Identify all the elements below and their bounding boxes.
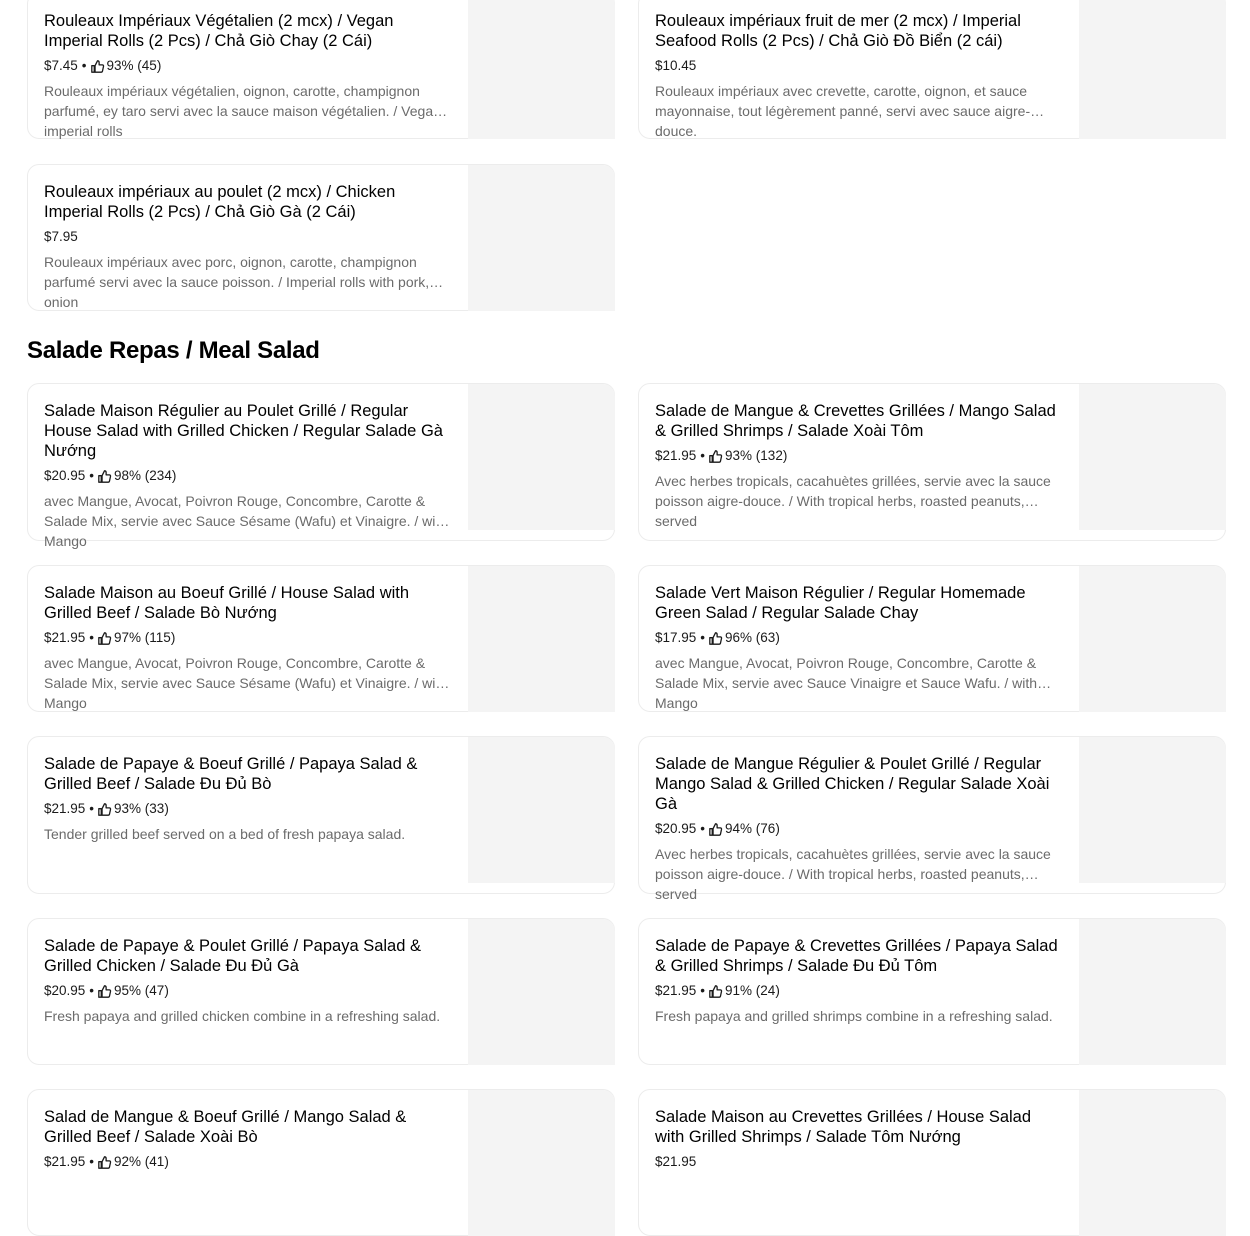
menu-item-title: Salad de Mangue & Boeuf Grillé / Mango Salad & Grilled Beef / Salade Xoài Bò — [44, 1108, 407, 1146]
menu-item-title: Salade de Mangue Régulier & Poulet Grillé / Regular Mango Salad & Grilled Chicken / Regular Salade Xoài Gà — [655, 755, 1050, 813]
menu-item-text — [44, 182, 452, 310]
menu-item-meta — [655, 982, 1063, 1000]
thumbs-up-icon — [709, 632, 722, 645]
menu-item-meta — [655, 820, 1063, 838]
separator-dot: • — [89, 801, 95, 816]
menu-item-rating: 94% (76) — [725, 821, 780, 836]
menu-item-meta — [44, 57, 452, 75]
menu-item-price: $20.95 — [655, 821, 697, 836]
menu-item-rating: 98% (234) — [114, 468, 177, 483]
thumbs-up-icon — [98, 1156, 111, 1169]
menu-item-title: Rouleaux impériaux fruit de mer (2 mcx) / Imperial Seafood Rolls (2 Pcs) / Chả Giò Đồ Biển (2 cái) — [655, 12, 1021, 50]
menu-item-image — [1079, 566, 1226, 712]
menu-item-card[interactable] — [638, 736, 1226, 902]
menu-item-meta — [655, 1153, 1063, 1171]
menu-item-rating: 97% (115) — [114, 630, 176, 645]
menu-item-text — [655, 401, 1063, 529]
menu-item-rating: 91% (24) — [725, 983, 780, 998]
menu-item-meta — [655, 447, 1063, 465]
menu-item-card[interactable] — [638, 918, 1226, 1065]
menu-item-meta — [655, 57, 1063, 75]
menu-item-meta — [44, 629, 452, 647]
separator-dot: • — [700, 821, 706, 836]
menu-item-title: Salade Maison au Boeuf Grillé / House Salad with Grilled Beef / Salade Bò Nướng — [44, 584, 410, 622]
menu-item-description: Avec herbes tropicals, cacahuètes grillées, servie avec la sauce poisson aigre-douce. / With tropical herbs, roasted peanuts, served — [655, 846, 1051, 902]
menu-item-image — [468, 1090, 615, 1236]
thumbs-up-icon — [98, 632, 111, 645]
menu-item-price: $21.95 — [44, 630, 86, 645]
menu-item-price: $7.95 — [44, 229, 78, 244]
menu-item-image — [468, 919, 615, 1065]
menu-item-card[interactable] — [638, 0, 1226, 139]
menu-item-rating: 93% (132) — [725, 448, 788, 463]
menu-item-price: $21.95 — [655, 448, 697, 463]
menu-item-text — [655, 754, 1063, 902]
menu-item-text — [44, 11, 452, 139]
menu-item-card[interactable] — [27, 918, 615, 1065]
menu-item-description: Tender grilled beef served on a bed of fresh papaya salad. — [44, 826, 406, 842]
separator-dot: • — [89, 983, 95, 998]
menu-item-price: $21.95 — [44, 1154, 86, 1169]
separator-dot: • — [89, 468, 95, 483]
menu-item-image — [468, 165, 615, 311]
menu-item-card[interactable] — [27, 383, 615, 549]
menu-item-meta — [44, 800, 452, 818]
menu-item-image — [468, 566, 615, 712]
menu-item-price: $7.45 — [44, 58, 78, 73]
menu-item-title: Salade Maison au Crevettes Grillées / House Salad with Grilled Shrimps / Salade Tôm Nướng — [655, 1108, 1032, 1146]
menu-item-title: Salade de Mangue & Crevettes Grillées / Mango Salad & Grilled Shrimps / Salade Xoài Tôm — [655, 402, 1056, 440]
menu-item-card[interactable] — [27, 565, 615, 712]
thumbs-up-icon — [91, 60, 104, 73]
separator-dot: • — [700, 983, 706, 998]
menu-item-rating: 96% (63) — [725, 630, 780, 645]
menu-item-rating: 93% (33) — [114, 801, 169, 816]
menu-item-price: $20.95 — [44, 468, 86, 483]
separator-dot: • — [89, 630, 95, 645]
menu-item-image — [1079, 1090, 1226, 1236]
separator-dot: • — [700, 448, 706, 463]
thumbs-up-icon — [709, 985, 722, 998]
menu-item-price: $21.95 — [655, 1154, 697, 1169]
menu-item-price: $21.95 — [44, 801, 86, 816]
menu-item-price: $10.45 — [655, 58, 697, 73]
menu-item-description: avec Mangue, Avocat, Poivron Rouge, Concombre, Carotte & Salade Mix, servie avec Sauce Vinaigre et Sauce Wafu. / with Mango — [655, 655, 1038, 711]
menu-item-price: $17.95 — [655, 630, 697, 645]
menu-item-card[interactable] — [638, 383, 1226, 541]
menu-item-description: avec Mangue, Avocat, Poivron Rouge, Concombre, Carotte & Salade Mix, servie avec Sauce Sésame (Wafu) et Vinaigre. / with Mango — [44, 493, 448, 549]
separator-dot: • — [89, 1154, 95, 1169]
thumbs-up-icon — [709, 823, 722, 836]
menu-item-meta — [44, 1153, 452, 1171]
menu-item-title: Salade de Papaye & Crevettes Grillées / Papaya Salad & Grilled Shrimps / Salade Đu Đủ Tôm — [655, 937, 1058, 975]
menu-item-meta — [44, 228, 452, 246]
menu-item-description: Rouleaux impériaux avec porc, oignon, carotte, champignon parfumé servi avec la sauce poisson. / Imperial rolls with pork, onion — [44, 254, 430, 310]
thumbs-up-icon — [98, 985, 111, 998]
menu-item-text — [44, 1107, 452, 1171]
menu-item-text — [655, 11, 1063, 139]
menu-item-rating: 92% (41) — [114, 1154, 169, 1169]
menu-item-meta — [655, 629, 1063, 647]
menu-item-rating: 95% (47) — [114, 983, 169, 998]
menu-item-text — [44, 754, 452, 844]
menu-item-text — [44, 583, 452, 711]
section-title: Salade Repas / Meal Salad — [27, 337, 320, 364]
menu-item-image — [468, 737, 615, 883]
menu-item-image — [468, 384, 615, 530]
menu-item-meta — [44, 467, 452, 485]
menu-item-text — [655, 1107, 1063, 1171]
menu-item-image — [1079, 0, 1226, 139]
menu-item-text — [655, 583, 1063, 711]
menu-item-title: Salade de Papaye & Poulet Grillé / Papaya Salad & Grilled Chicken / Salade Đu Đủ Gà — [44, 937, 421, 975]
menu-item-text — [44, 401, 452, 549]
menu-item-text — [655, 936, 1063, 1026]
menu-item-description: Rouleaux impériaux avec crevette, carotte, oignon, et sauce mayonnaise, tout légèrement panné, servi avec sauce aigre-douce. — [655, 83, 1031, 139]
menu-item-title: Salade Vert Maison Régulier / Regular Homemade Green Salad / Regular Salade Chay — [655, 584, 1026, 622]
menu-item-card[interactable] — [27, 736, 615, 894]
separator-dot: • — [81, 58, 87, 73]
menu-item-title: Salade de Papaye & Boeuf Grillé / Papaya Salad & Grilled Beef / Salade Đu Đủ Bò — [44, 755, 418, 793]
menu-item-card[interactable] — [638, 1089, 1226, 1236]
menu-item-image — [1079, 919, 1226, 1065]
separator-dot: • — [700, 630, 706, 645]
thumbs-up-icon — [709, 450, 722, 463]
menu-item-image — [468, 0, 615, 139]
menu-item-card[interactable] — [638, 565, 1226, 712]
menu-item-text — [44, 936, 452, 1026]
menu-item-description: Avec herbes tropicals, cacahuètes grillées, servie avec la sauce poisson aigre-douce. / With tropical herbs, roasted peanuts, served — [655, 473, 1051, 529]
menu-item-price: $21.95 — [655, 983, 697, 998]
menu-item-description: Fresh papaya and grilled chicken combine in a refreshing salad. — [44, 1008, 441, 1024]
thumbs-up-icon — [98, 803, 111, 816]
menu-item-description: avec Mangue, Avocat, Poivron Rouge, Concombre, Carotte & Salade Mix, servie avec Sauce Sésame (Wafu) et Vinaigre. / with Mango — [44, 655, 448, 711]
thumbs-up-icon — [98, 470, 111, 483]
menu-item-title: Rouleaux Impériaux Végétalien (2 mcx) / Vegan Imperial Rolls (2 Pcs) / Chả Giò Chay (2 Cái) — [44, 12, 394, 50]
menu-item-card[interactable] — [27, 164, 615, 311]
menu-item-image — [1079, 737, 1226, 883]
menu-item-rating: 93% (45) — [106, 58, 162, 73]
menu-item-card[interactable] — [27, 0, 615, 139]
menu-item-description: Fresh papaya and grilled shrimps combine in a refreshing salad. — [655, 1008, 1053, 1024]
menu-item-title: Rouleaux impériaux au poulet (2 mcx) / Chicken Imperial Rolls (2 Pcs) / Chả Giò Gà (2 Cái) — [44, 183, 396, 221]
menu-item-meta — [44, 982, 452, 1000]
menu-item-image — [1079, 384, 1226, 530]
menu-item-description: Rouleaux impériaux végétalien, oignon, carotte, champignon parfumé, ey taro servi avec la sauce maison végétalien. / Vegan imperial rolls — [44, 83, 441, 139]
menu-item-title: Salade Maison Régulier au Poulet Grillé / Regular House Salad with Grilled Chicken / Regular Salade Gà Nướng — [44, 402, 443, 460]
menu-item-price: $20.95 — [44, 983, 86, 998]
menu-item-card[interactable] — [27, 1089, 615, 1236]
